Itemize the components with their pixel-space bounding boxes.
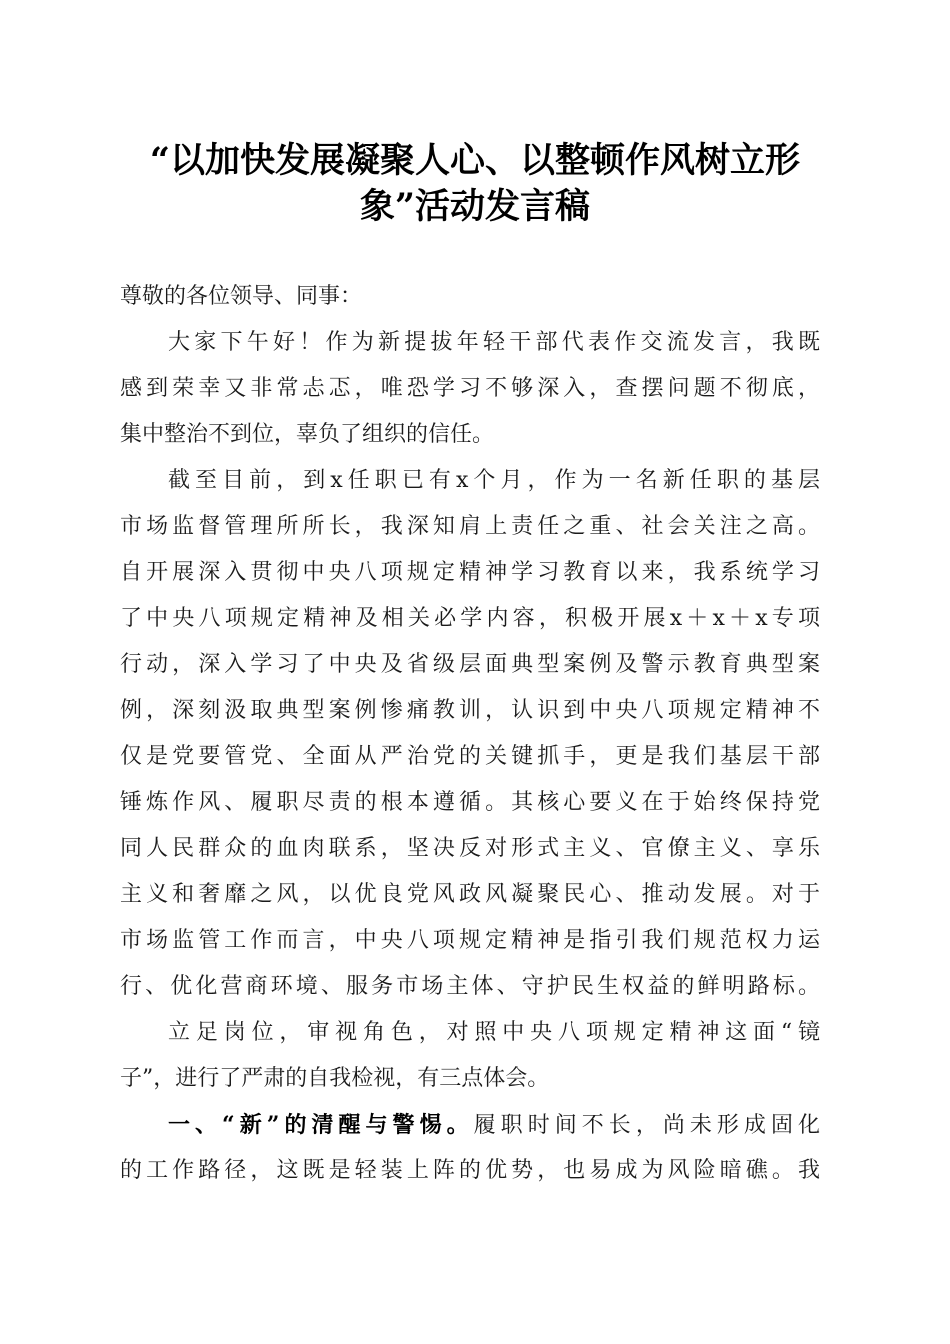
paragraph-line: 自开展深入贯彻中央八项规定精神学习教育以来，我系统学习 [120, 560, 820, 585]
paragraph-line: 集中整治不到位，辜负了组织的信任。 [120, 422, 495, 447]
paragraph-line: 行动，深入学习了中央及省级层面典型案例及警示教育典型案 [120, 652, 820, 677]
paragraph-line: 例，深刻汲取典型案例惨痛教训，认识到中央八项规定精神不 [120, 698, 820, 723]
paragraph-line: 行、优化营商环境、服务市场主体、守护民生权益的鲜明路标。 [120, 974, 820, 999]
paragraph-line: 市场监督管理所所长，我深知肩上责任之重、社会关注之高。 [120, 514, 820, 539]
document-title-line-1: “以加快发展凝聚人心、以整顿作风树立形 [149, 140, 801, 181]
paragraph-line: 同人民群众的血肉联系，坚决反对形式主义、官僚主义、享乐 [120, 836, 820, 861]
paragraph-line: 子”，进行了严肃的自我检视，有三点体会。 [120, 1066, 550, 1091]
paragraph-line: 市场监管工作而言，中央八项规定精神是指引我们规范权力运 [120, 928, 820, 953]
section-1-heading: 一、“新”的清醒与警惕。 [168, 1112, 474, 1138]
paragraph-line: 仅是党要管党、全面从严治党的关键抓手，更是我们基层干部 [120, 744, 820, 769]
section-1-text: 履职时间不长，尚未形成固化 [473, 1113, 820, 1138]
paragraph-line: 截至目前，到x任职已有x个月，作为一名新任职的基层 [168, 468, 820, 493]
salutation: 尊敬的各位领导、同事： [120, 284, 363, 309]
document-title-line-2: 象”活动发言稿 [359, 186, 591, 227]
paragraph-line: 了中央八项规定精神及相关必学内容，积极开展x＋x＋x专项 [120, 606, 820, 631]
paragraph-line: 感到荣幸又非常忐忑，唯恐学习不够深入，查摆问题不彻底， [120, 376, 820, 401]
paragraph-line: 的工作路径，这既是轻装上阵的优势，也易成为风险暗礁。我 [120, 1158, 820, 1183]
paragraph-line: 立足岗位，审视角色，对照中央八项规定精神这面“镜 [168, 1020, 820, 1045]
section-1-line [168, 1102, 820, 1148]
paragraph-line: 锤炼作风、履职尽责的根本遵循。其核心要义在于始终保持党 [120, 790, 820, 815]
paragraph-line: 大家下午好！作为新提拔年轻干部代表作交流发言，我既 [168, 330, 820, 355]
paragraph-line: 主义和奢靡之风，以优良党风政风凝聚民心、推动发展。对于 [120, 882, 820, 907]
